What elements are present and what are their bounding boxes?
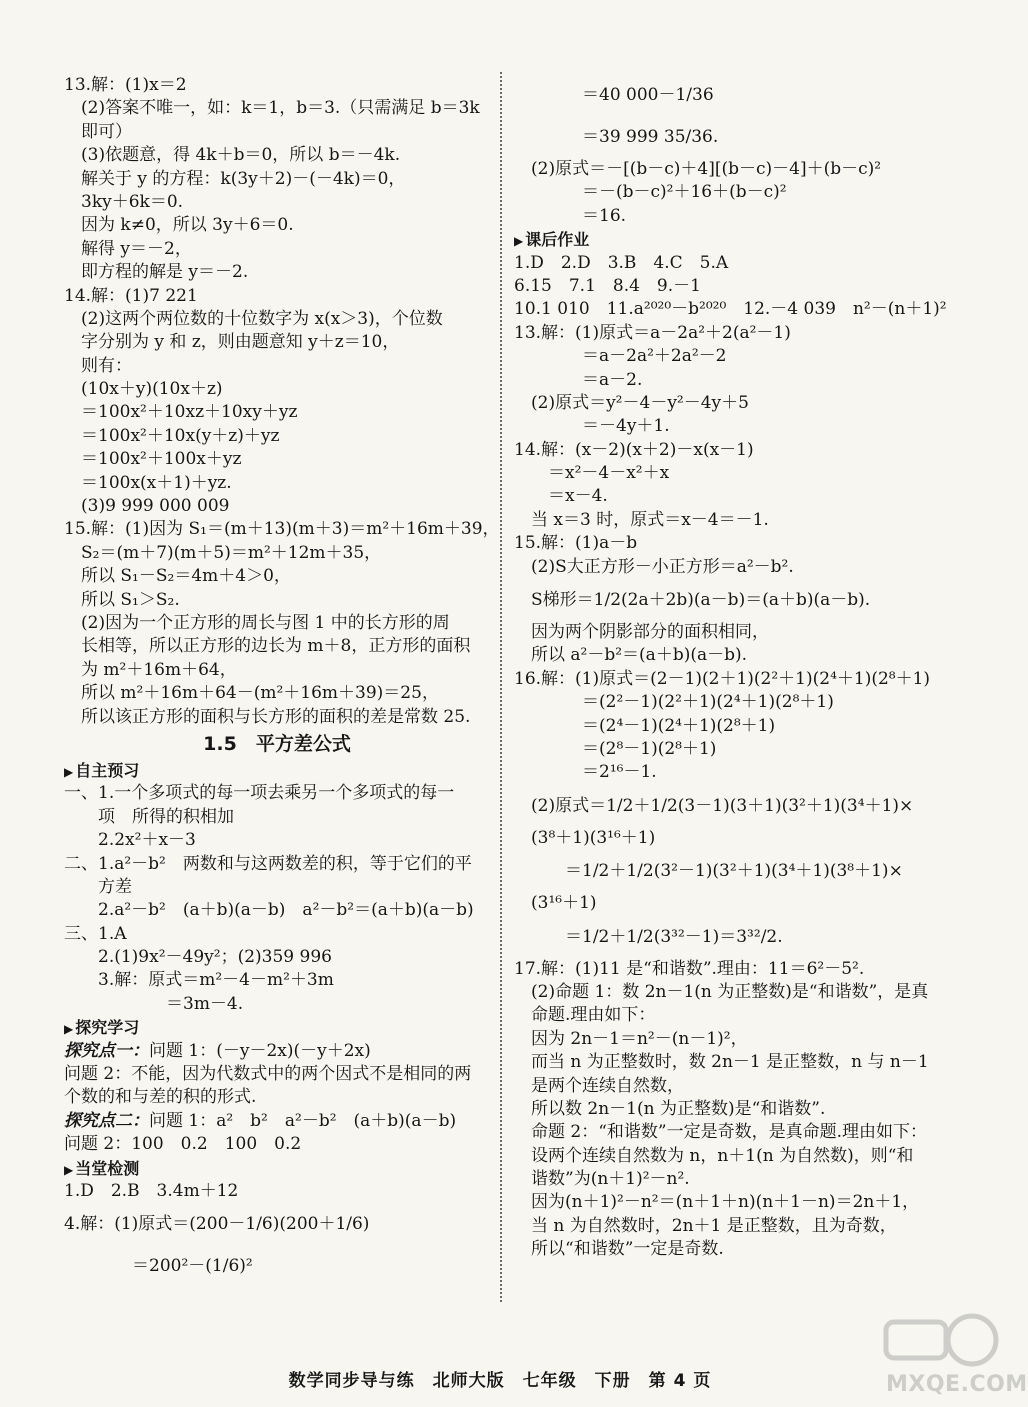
answer-line: (2)答案不唯一，如：k＝1，b＝3.（只需满足 b＝3k [64,98,480,119]
answer-line: 14.解：(x－2)(x＋2)－x(x－1) [514,439,754,460]
answer-line: (3)9 999 000 009 [64,496,230,517]
answer-line: ＝(2⁸－1)(2⁸＋1) [514,738,717,759]
answer-line: (2)原式＝y²－4－y²－4y＋5 [514,392,749,413]
answer-line: ＝－(b－c)²＋16＋(b－c)² [514,182,787,203]
answer-line: 6.15 7.1 8.4 9.－1 [514,275,701,296]
left-column [64,74,500,1287]
answer-line: 2.2x²＋x－3 [64,830,196,851]
answer-line: 16.解：(1)原式＝(2－1)(2＋1)(2²＋1)(2⁴＋1)(2⁸＋1) [514,668,931,689]
triangle-icon: ▶ [64,1162,74,1177]
answer-line: 所以“和谐数”一定是奇数. [514,1239,724,1260]
answer-line: ＝(2²－1)(2²＋1)(2⁴＋1)(2⁸＋1) [514,692,834,713]
answer-line: ＝(2⁴－1)(2⁴＋1)(2⁸＋1) [514,715,776,736]
answer-line: 三、1.A [64,923,127,944]
answer-line: 一、1.一个多项式的每一项去乘另一个多项式的每一 [64,783,455,804]
answer-line: 所以 S₁＞S₂. [64,589,180,610]
answer-line: 2.a²－b² (a＋b)(a－b) a²－b²＝(a＋b)(a－b) [64,900,474,921]
answer-line: ＝200²－(1/6)² [64,1256,253,1277]
answer-line: ＝a－2a²＋2a²－2 [514,346,727,367]
subhead-label: 自主预习 [75,760,140,780]
answer-line: 所以该正方形的面积与长方形的面积的差是常数 25. [64,706,471,727]
subhead-check [64,1157,490,1180]
answer-line: ＝100x²＋100x＋yz [64,449,242,470]
subhead-explore [64,1016,490,1039]
answer-line: ＝1/2＋1/2(3²－1)(3²＋1)(3⁴＋1)(3⁸＋1)× [514,861,903,882]
answer-line: 谐数”为(n＋1)²－n². [514,1169,690,1190]
answer-line: S₂＝(m＋7)(m＋5)＝m²＋12m＋35， [64,542,382,563]
answer-line: ＝a－2. [514,369,643,390]
answer-line: ＝3m－4. [64,993,244,1014]
answer-line: ＝39 999 35/36. [514,127,719,147]
answer-line: 而当 n 为正整数时，数 2n－1 是正整数，n 与 n－1 [514,1052,929,1073]
watermark-logo [880,1310,1028,1402]
answer-line: 15.解：(1)a－b [514,533,638,554]
answer-line: 17.解：(1)11 是“和谐数”.理由：11＝6²－5². [514,958,865,979]
answer-line: (2)S大正方形－小正方形＝a²－b². [514,556,794,577]
subhead-label: 课后作业 [525,230,590,250]
subhead-homework [514,228,942,251]
answer-line: 15.解：(1)因为 S₁＝(m＋13)(m＋3)＝m²＋16m＋39， [64,519,500,540]
triangle-icon: ▶ [514,234,524,249]
answer-line: S梯形＝1/2(2a＋2b)(a－b)＝(a＋b)(a－b). [514,590,871,611]
subhead-label: 探究学习 [75,1018,140,1038]
explore-label: 探究点一： [64,1040,149,1061]
answer-line: (2)因为一个正方形的周长与图 1 中的长方形的周 [64,612,450,633]
answer-line: (2)原式＝－[(b－c)＋4][(b－c)－4]＋(b－c)² [514,159,882,179]
answer-line: 4.解：(1)原式＝(200－1/6)(200＋1/6) [64,1214,370,1235]
page-footer: 数学同步导与练 北师大版 七年级 下册 第 4 页 [288,1371,712,1391]
answer-line: ＝x－4. [514,486,608,507]
answer-line: 个数的和与差的积的形式. [64,1087,257,1108]
answer-line: 1.D 2.B 3.4m＋12 [64,1180,239,1201]
answer-line: ＝40 000－1/36 [514,85,714,105]
answer-line: 1.D 2.D 3.B 4.C 5.A [514,252,729,273]
answer-line: 长相等，所以正方形的边长为 m＋8，正方形的面积 [64,636,471,657]
answer-line: 即方程的解是 y＝－2. [64,262,249,283]
answer-line: 为 m²＋16m＋64， [64,659,237,680]
answer-line: 解得 y＝－2， [64,238,192,259]
triangle-icon: ▶ [64,1022,74,1037]
answer-line: 项 所得的积相加 [64,806,234,827]
answer-line: ＝－4y＋1. [514,416,670,437]
answer-line: 所以数 2n－1(n 为正整数)是“和谐数”. [514,1098,826,1119]
answer-line: ＝100x²＋10xz＋10xy＋yz [64,402,298,423]
answer-line: (2)命题 1：数 2n－1(n 为正整数)是“和谐数”，是真 [514,981,929,1002]
answer-line: 3.解：原式＝m²－4－m²＋3m [64,970,334,991]
answer-line: 解关于 y 的方程：k(3y＋2)－(－4k)＝0， [64,168,406,189]
answer-line: 设两个连续自然数为 n，n＋1(n 为自然数)，则“和 [514,1145,914,1166]
answer-line: 13.解：(1)x＝2 [64,75,187,95]
answer-line: 10.1 010 11.a²⁰²⁰－b²⁰²⁰ 12.－4 039 n²－(n＋1)² [514,299,947,320]
explore-point-1 [64,1040,490,1063]
answer-line: (3)依题意，得 4k＋b＝0，所以 b＝－4k. [64,145,401,166]
triangle-icon: ▶ [64,764,74,779]
answer-line: ＝2¹⁶－1. [514,762,657,783]
explore-label: 探究点二： [64,1110,149,1131]
answer-line: 问题 2：100 0.2 100 0.2 [64,1134,302,1155]
answer-line: 因为两个阴影部分的面积相同， [514,622,769,643]
answer-line: ＝1/2＋1/2(3³²－1)＝3³²/2. [514,926,783,947]
answer-line: 命题.理由如下： [514,1005,656,1026]
answer-line: 13.解：(1)原式＝a－2a²＋2(a²－1) [514,322,791,343]
answer-line: (2)这两个两位数的十位数字为 x(x＞3)，个位数 [64,308,443,329]
answer-line: 当 n 为自然数时，2n＋1 是正整数，且为奇数， [514,1215,897,1236]
answer-line: 14.解：(1)7 221 [64,285,198,306]
watermark-text: MXQE.COM [886,1372,1028,1397]
answer-line: 则有： [64,355,132,376]
answer-line: 即可） [64,121,132,142]
answer-line: 所以 a²－b²＝(a＋b)(a－b). [514,645,748,666]
answer-line: 是两个连续自然数， [514,1075,684,1096]
answer-line: ＝100x²＋10x(y＋z)＋yz [64,425,280,446]
answer-line: (3⁸＋1)(3¹⁶＋1) [514,827,656,848]
answer-line: 问题 2：不能，因为代数式中的两个因式不是相同的两 [64,1064,472,1085]
answer-line: 因为 2n－1＝n²－(n－1)²， [514,1028,748,1049]
answer-line: ＝16. [514,205,627,226]
watermark-badge-icon [880,1310,1000,1370]
subhead-label: 当堂检测 [75,1158,140,1178]
answer-line: 2.(1)9x²－49y²；(2)359 996 [64,947,332,968]
explore-point-2 [64,1110,490,1133]
answer-line: (10x＋y)(10x＋z) [64,379,223,400]
answer-line: 因为(n＋1)²－n²＝(n＋1＋n)(n＋1－n)＝2n＋1， [514,1192,920,1213]
answer-line: (3¹⁶＋1) [514,893,597,914]
answer-line: 字分别为 y 和 z，则由题意知 y＋z＝10， [64,332,400,353]
explore-text: 问题 1：(－y－2x)(－y＋2x) [149,1040,371,1061]
answer-line: 二、1.a²－b² 两数和与这两数差的积，等于它们的平 [64,853,472,874]
answer-line: 因为 k≠0，所以 3y＋6＝0. [64,215,294,236]
answer-line: 所以 S₁－S₂＝4m＋4＞0， [64,566,291,587]
answer-line: 方差 [64,876,132,897]
answer-line: 命题 2：“和谐数”一定是奇数，是真命题.理由如下： [514,1122,928,1143]
answer-line: ＝100x(x＋1)＋yz. [64,472,232,493]
answer-line: 所以 m²＋16m＋64－(m²＋16m＋39)＝25， [64,683,439,704]
answer-line: (2)原式＝1/2＋1/2(3－1)(3＋1)(3²＋1)(3⁴＋1)× [514,795,914,816]
explore-text: 问题 1：a² b² a²－b² (a＋b)(a－b) [149,1110,457,1131]
column-divider [500,72,502,1302]
answer-line: 3ky＋6k＝0. [64,191,184,212]
answer-line: 当 x＝3 时，原式＝x－4＝－1. [514,509,769,530]
section-title: 1.5 平方差公式 [203,732,351,755]
right-column [514,74,947,1262]
answer-line: ＝x²－4－x²＋x [514,463,670,484]
subhead-pre-study [64,759,490,782]
